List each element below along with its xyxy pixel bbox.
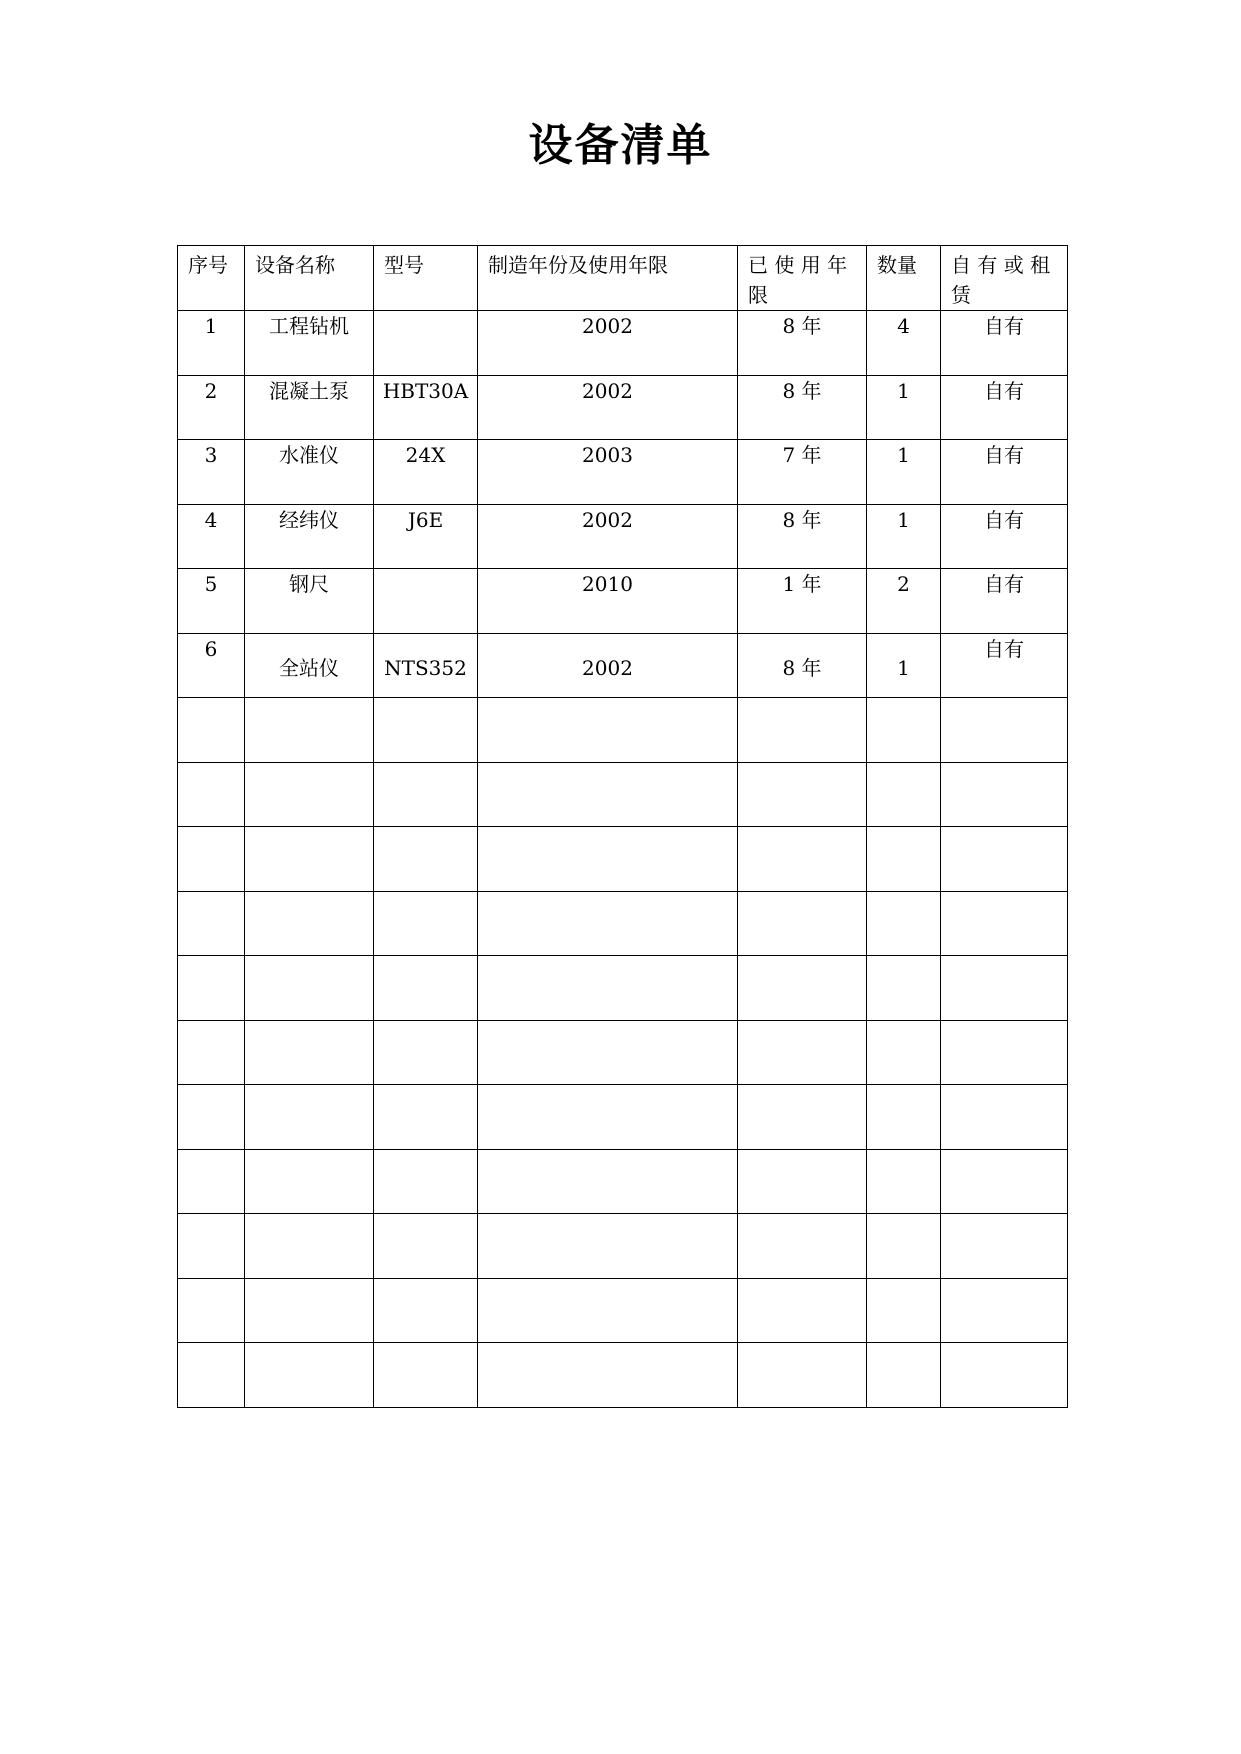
empty-cell — [478, 1149, 738, 1214]
empty-cell — [374, 956, 478, 1021]
empty-cell — [374, 698, 478, 763]
empty-cell — [178, 1343, 245, 1408]
header-qty: 数量 — [867, 246, 941, 311]
empty-cell — [478, 1020, 738, 1085]
empty-cell — [178, 891, 245, 956]
empty-cell — [178, 956, 245, 1021]
empty-row — [178, 1214, 1068, 1279]
cell-year: 2002 — [478, 633, 738, 698]
empty-cell — [738, 1278, 867, 1343]
cell-qty: 1 — [867, 375, 941, 440]
empty-cell — [374, 827, 478, 892]
empty-cell — [867, 827, 941, 892]
table-row — [178, 569, 1068, 634]
table-row — [178, 633, 1068, 698]
cell-own: 自有 — [941, 375, 1068, 440]
cell-model — [374, 569, 478, 634]
empty-cell — [941, 1278, 1068, 1343]
empty-cell — [374, 1343, 478, 1408]
empty-cell — [867, 762, 941, 827]
empty-cell — [941, 956, 1068, 1021]
cell-own: 自有 — [941, 633, 1068, 698]
empty-cell — [178, 762, 245, 827]
empty-cell — [478, 698, 738, 763]
table-row — [178, 375, 1068, 440]
empty-cell — [178, 827, 245, 892]
empty-cell — [478, 1343, 738, 1408]
empty-cell — [867, 1085, 941, 1150]
cell-no: 1 — [178, 311, 245, 376]
empty-cell — [738, 891, 867, 956]
cell-used: 8 年 — [738, 504, 867, 569]
empty-cell — [867, 1149, 941, 1214]
empty-cell — [374, 762, 478, 827]
table-header-row — [178, 246, 1068, 311]
empty-cell — [478, 956, 738, 1021]
empty-cell — [738, 698, 867, 763]
empty-cell — [738, 1343, 867, 1408]
empty-cell — [738, 762, 867, 827]
equipment-table — [177, 245, 1068, 1408]
empty-cell — [245, 1343, 374, 1408]
cell-used: 7 年 — [738, 440, 867, 505]
empty-cell — [941, 1214, 1068, 1279]
empty-cell — [478, 1278, 738, 1343]
empty-cell — [941, 827, 1068, 892]
empty-cell — [178, 698, 245, 763]
empty-cell — [941, 698, 1068, 763]
empty-cell — [941, 1149, 1068, 1214]
cell-qty: 4 — [867, 311, 941, 376]
empty-row — [178, 698, 1068, 763]
empty-cell — [738, 1214, 867, 1279]
empty-cell — [245, 1085, 374, 1150]
empty-cell — [245, 1278, 374, 1343]
cell-name: 工程钻机 — [245, 311, 374, 376]
cell-model: NTS352 — [374, 633, 478, 698]
header-model: 型号 — [374, 246, 478, 311]
empty-cell — [478, 1085, 738, 1150]
empty-cell — [178, 1085, 245, 1150]
cell-year: 2010 — [478, 569, 738, 634]
cell-qty: 2 — [867, 569, 941, 634]
empty-cell — [245, 1214, 374, 1279]
empty-cell — [374, 1278, 478, 1343]
empty-cell — [867, 1214, 941, 1279]
cell-name: 钢尺 — [245, 569, 374, 634]
empty-cell — [941, 1343, 1068, 1408]
empty-cell — [374, 1149, 478, 1214]
table-row — [178, 440, 1068, 505]
empty-cell — [374, 1020, 478, 1085]
empty-row — [178, 1020, 1068, 1085]
empty-row — [178, 1343, 1068, 1408]
empty-cell — [941, 1085, 1068, 1150]
cell-year: 2003 — [478, 440, 738, 505]
empty-cell — [478, 891, 738, 956]
cell-name: 经纬仪 — [245, 504, 374, 569]
header-own: 自 有 或 租 赁 — [941, 246, 1068, 311]
empty-cell — [867, 891, 941, 956]
empty-row — [178, 1149, 1068, 1214]
empty-cell — [178, 1149, 245, 1214]
cell-no: 5 — [178, 569, 245, 634]
cell-own: 自有 — [941, 504, 1068, 569]
cell-year: 2002 — [478, 311, 738, 376]
empty-row — [178, 1085, 1068, 1150]
empty-cell — [738, 1149, 867, 1214]
empty-cell — [178, 1278, 245, 1343]
empty-cell — [867, 1343, 941, 1408]
empty-cell — [178, 1214, 245, 1279]
empty-row — [178, 956, 1068, 1021]
empty-cell — [478, 1214, 738, 1279]
empty-cell — [245, 698, 374, 763]
cell-model: HBT30A — [374, 375, 478, 440]
header-name: 设备名称 — [245, 246, 374, 311]
cell-name: 水准仪 — [245, 440, 374, 505]
cell-own: 自有 — [941, 311, 1068, 376]
empty-row — [178, 762, 1068, 827]
page-title: 设备清单 — [528, 120, 713, 171]
empty-cell — [245, 762, 374, 827]
empty-cell — [867, 956, 941, 1021]
empty-cell — [478, 827, 738, 892]
empty-cell — [245, 1020, 374, 1085]
empty-cell — [178, 1020, 245, 1085]
header-no: 序号 — [178, 246, 245, 311]
table-row — [178, 311, 1068, 376]
cell-qty: 1 — [867, 633, 941, 698]
empty-cell — [738, 827, 867, 892]
empty-cell — [941, 1020, 1068, 1085]
empty-cell — [867, 698, 941, 763]
cell-used: 1 年 — [738, 569, 867, 634]
cell-model — [374, 311, 478, 376]
cell-no: 6 — [178, 633, 245, 698]
empty-row — [178, 1278, 1068, 1343]
cell-used: 8 年 — [738, 375, 867, 440]
cell-own: 自有 — [941, 440, 1068, 505]
cell-year: 2002 — [478, 375, 738, 440]
cell-name: 混凝土泵 — [245, 375, 374, 440]
empty-cell — [867, 1278, 941, 1343]
cell-model: 24X — [374, 440, 478, 505]
cell-year: 2002 — [478, 504, 738, 569]
header-used: 已 使 用 年 限 — [738, 246, 867, 311]
cell-qty: 1 — [867, 504, 941, 569]
empty-cell — [374, 891, 478, 956]
empty-cell — [245, 827, 374, 892]
empty-cell — [738, 956, 867, 1021]
cell-own: 自有 — [941, 569, 1068, 634]
cell-model: J6E — [374, 504, 478, 569]
empty-cell — [374, 1085, 478, 1150]
cell-no: 3 — [178, 440, 245, 505]
empty-cell — [478, 762, 738, 827]
cell-used: 8 年 — [738, 633, 867, 698]
table-row — [178, 504, 1068, 569]
header-year: 制造年份及使用年限 — [478, 246, 738, 311]
cell-qty: 1 — [867, 440, 941, 505]
cell-name: 全站仪 — [245, 633, 374, 698]
empty-cell — [245, 956, 374, 1021]
empty-cell — [867, 1020, 941, 1085]
cell-used: 8 年 — [738, 311, 867, 376]
empty-cell — [738, 1020, 867, 1085]
empty-cell — [941, 891, 1068, 956]
empty-cell — [245, 891, 374, 956]
empty-cell — [738, 1085, 867, 1150]
empty-row — [178, 827, 1068, 892]
cell-no: 2 — [178, 375, 245, 440]
empty-cell — [245, 1149, 374, 1214]
empty-cell — [941, 762, 1068, 827]
empty-cell — [374, 1214, 478, 1279]
cell-no: 4 — [178, 504, 245, 569]
empty-row — [178, 891, 1068, 956]
